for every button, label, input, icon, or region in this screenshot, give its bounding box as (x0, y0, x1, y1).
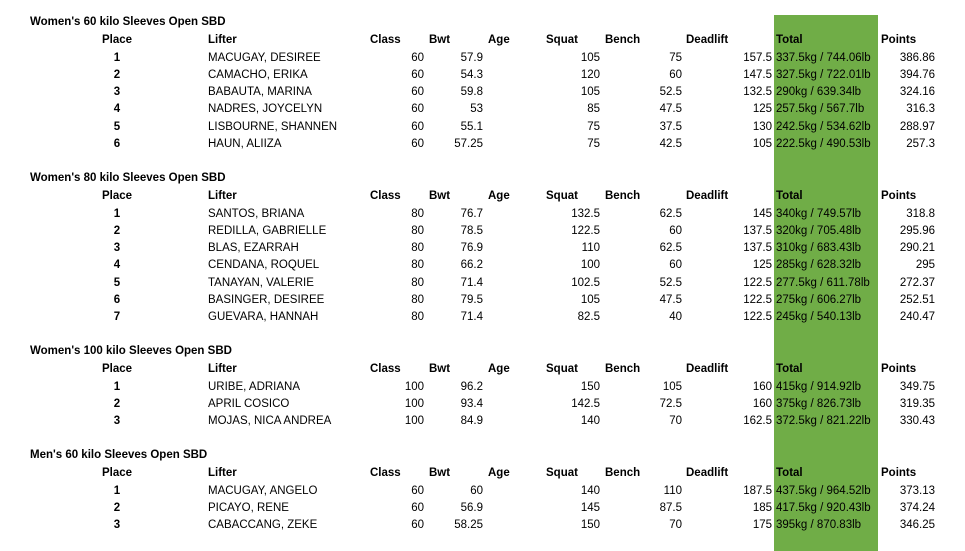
cell-deadlift: 187.5 (743, 484, 772, 497)
cell-points: 318.8 (906, 207, 935, 220)
cell-points: 240.47 (899, 311, 935, 324)
column-header-bwt: Bwt (429, 363, 451, 375)
column-header-class: Class (370, 467, 401, 479)
column-header-deadlift: Deadlift (686, 467, 729, 479)
column-header-bench: Bench (605, 467, 641, 479)
cell-points: 290.21 (899, 242, 935, 255)
cell-bench: 47.5 (659, 103, 682, 116)
cell-place: 4 (113, 103, 121, 116)
cell-place: 1 (113, 51, 121, 64)
cell-squat: 102.5 (571, 276, 600, 289)
cell-class: 60 (411, 103, 424, 116)
cell-deadlift: 105 (752, 138, 772, 150)
cell-class: 100 (404, 415, 424, 428)
cell-deadlift: 125 (752, 259, 772, 272)
cell-lifter: LISBOURNE, SHANNEN (208, 120, 338, 133)
column-header-place: Place (101, 190, 133, 202)
cell-points: 374.24 (899, 501, 935, 514)
column-header-bwt: Bwt (429, 190, 451, 202)
cell-squat: 120 (580, 68, 600, 81)
cell-bench: 75 (669, 51, 682, 64)
cell-squat: 75 (587, 138, 600, 150)
cell-lifter: SANTOS, BRIANA (208, 207, 305, 220)
cell-lifter: GUEVARA, HANNAH (208, 311, 319, 324)
cell-total: 275kg / 606.27lb (776, 294, 862, 306)
cell-bwt: 96.2 (460, 380, 483, 393)
cell-points: 295.96 (899, 224, 935, 237)
cell-deadlift: 122.5 (743, 276, 772, 289)
cell-lifter: TANAYAN, VALERIE (208, 276, 314, 289)
cell-squat: 75 (587, 120, 600, 133)
cell-squat: 122.5 (571, 224, 600, 237)
cell-deadlift: 162.5 (743, 415, 772, 428)
cell-squat: 105 (580, 51, 600, 64)
cell-squat: 150 (580, 380, 600, 393)
cell-lifter: CENDANA, ROQUEL (208, 259, 320, 272)
column-header-bwt: Bwt (429, 34, 451, 46)
cell-class: 80 (411, 259, 424, 272)
cell-total: 417.5kg / 920.43lb (776, 501, 871, 514)
cell-deadlift: 157.5 (743, 51, 772, 64)
cell-class: 60 (411, 484, 424, 497)
cell-squat: 85 (587, 103, 600, 116)
column-header-deadlift: Deadlift (686, 190, 729, 202)
cell-points: 319.35 (899, 397, 935, 410)
cell-place: 1 (113, 484, 121, 497)
cell-class: 60 (411, 86, 424, 99)
cell-lifter: PICAYO, RENE (208, 501, 289, 514)
section-title: Women's 60 kilo Sleeves Open SBD (30, 16, 226, 28)
column-header-total: Total (776, 34, 803, 46)
cell-bwt: 53 (470, 103, 483, 116)
cell-class: 80 (411, 311, 424, 324)
cell-total: 285kg / 628.32lb (776, 259, 862, 272)
cell-bwt: 84.9 (460, 415, 483, 428)
section-title: Women's 80 kilo Sleeves Open SBD (30, 172, 226, 184)
cell-place: 6 (113, 138, 121, 150)
cell-deadlift: 175 (752, 519, 772, 532)
cell-bwt: 56.9 (460, 501, 483, 514)
cell-total: 337.5kg / 744.06lb (776, 51, 871, 64)
cell-total: 222.5kg / 490.53lb (776, 138, 871, 150)
cell-bench: 52.5 (659, 86, 682, 99)
cell-bwt: 71.4 (460, 311, 483, 324)
cell-points: 324.16 (899, 86, 935, 99)
cell-total: 372.5kg / 821.22lb (776, 415, 871, 428)
cell-place: 3 (113, 86, 121, 99)
cell-bench: 72.5 (659, 397, 682, 410)
cell-place: 1 (113, 380, 121, 393)
cell-total: 290kg / 639.34lb (776, 86, 862, 99)
cell-deadlift: 145 (752, 207, 772, 220)
cell-bwt: 57.25 (454, 138, 483, 150)
cell-bench: 60 (669, 68, 682, 81)
cell-bwt: 71.4 (460, 276, 483, 289)
cell-lifter: MACUGAY, ANGELO (208, 484, 318, 497)
cell-place: 1 (113, 207, 121, 220)
cell-place: 3 (113, 415, 121, 428)
cell-place: 2 (113, 501, 121, 514)
cell-lifter: REDILLA, GABRIELLE (208, 224, 327, 237)
cell-deadlift: 185 (752, 501, 772, 514)
cell-lifter: BLAS, EZARRAH (208, 242, 299, 255)
column-header-age: Age (488, 190, 510, 202)
cell-bench: 87.5 (659, 501, 682, 514)
column-header-age: Age (488, 363, 510, 375)
cell-squat: 132.5 (571, 207, 600, 220)
column-header-points: Points (881, 467, 917, 479)
cell-points: 257.3 (906, 138, 935, 150)
cell-points: 252.51 (899, 294, 935, 306)
cell-total: 320kg / 705.48lb (776, 224, 862, 237)
cell-class: 60 (411, 68, 424, 81)
cell-deadlift: 137.5 (743, 242, 772, 255)
column-header-points: Points (881, 190, 917, 202)
column-header-total: Total (776, 467, 803, 479)
cell-total: 327.5kg / 722.01lb (776, 68, 871, 81)
column-header-squat: Squat (546, 34, 578, 46)
cell-deadlift: 122.5 (743, 311, 772, 324)
column-header-squat: Squat (546, 190, 578, 202)
cell-total: 257.5kg / 567.7lb (776, 103, 865, 116)
cell-deadlift: 125 (752, 103, 772, 116)
column-header-lifter: Lifter (208, 34, 237, 46)
cell-squat: 105 (580, 294, 600, 306)
cell-lifter: NADRES, JOYCELYN (208, 103, 323, 116)
column-header-age: Age (488, 34, 510, 46)
cell-squat: 145 (580, 501, 600, 514)
cell-bench: 70 (669, 415, 682, 428)
column-header-bwt: Bwt (429, 467, 451, 479)
cell-bench: 60 (669, 259, 682, 272)
cell-total: 375kg / 826.73lb (776, 397, 862, 410)
cell-bwt: 57.9 (460, 51, 483, 64)
cell-lifter: CAMACHO, ERIKA (208, 68, 308, 81)
cell-bwt: 55.1 (460, 120, 483, 133)
cell-class: 60 (411, 120, 424, 133)
cell-place: 3 (113, 242, 121, 255)
cell-bwt: 76.7 (460, 207, 483, 220)
cell-bench: 60 (669, 224, 682, 237)
column-header-bench: Bench (605, 34, 641, 46)
cell-bench: 62.5 (659, 207, 682, 220)
cell-bwt: 66.2 (460, 259, 483, 272)
cell-bwt: 60 (470, 484, 483, 497)
column-header-place: Place (101, 34, 133, 46)
cell-class: 80 (411, 224, 424, 237)
cell-class: 80 (411, 207, 424, 220)
cell-bench: 37.5 (659, 120, 682, 133)
section-title: Women's 100 kilo Sleeves Open SBD (30, 345, 232, 357)
cell-class: 100 (404, 397, 424, 410)
cell-bwt: 78.5 (460, 224, 483, 237)
column-header-deadlift: Deadlift (686, 363, 729, 375)
cell-place: 3 (113, 519, 121, 532)
cell-lifter: BASINGER, DESIREE (208, 294, 325, 306)
column-header-bench: Bench (605, 190, 641, 202)
cell-squat: 140 (580, 415, 600, 428)
cell-deadlift: 130 (752, 120, 772, 133)
cell-bwt: 59.8 (460, 86, 483, 99)
cell-squat: 110 (581, 242, 600, 255)
cell-bwt: 58.25 (454, 519, 483, 532)
cell-squat: 105 (580, 86, 600, 99)
column-header-total: Total (776, 190, 803, 202)
cell-points: 373.13 (899, 484, 935, 497)
cell-place: 5 (113, 276, 121, 289)
cell-deadlift: 137.5 (743, 224, 772, 237)
cell-deadlift: 122.5 (743, 294, 772, 306)
cell-points: 386.86 (899, 51, 935, 64)
cell-deadlift: 160 (752, 397, 772, 410)
cell-bench: 52.5 (659, 276, 682, 289)
cell-place: 5 (113, 120, 121, 133)
cell-deadlift: 160 (752, 380, 772, 393)
section-title: Men's 60 kilo Sleeves Open SBD (30, 449, 208, 461)
cell-total: 277.5kg / 611.78lb (776, 276, 870, 289)
cell-bench: 105 (662, 380, 682, 393)
column-header-points: Points (881, 34, 917, 46)
cell-bwt: 76.9 (460, 242, 483, 255)
cell-points: 316.3 (906, 103, 935, 116)
cell-total: 395kg / 870.83lb (776, 519, 862, 532)
cell-class: 100 (404, 380, 424, 393)
cell-points: 346.25 (899, 519, 935, 532)
cell-lifter: MOJAS, NICA ANDREA (208, 415, 332, 428)
cell-bench: 40 (669, 311, 682, 324)
column-header-lifter: Lifter (208, 363, 237, 375)
cell-place: 4 (113, 259, 121, 272)
column-header-class: Class (370, 363, 401, 375)
cell-bwt: 93.4 (460, 397, 483, 410)
cell-lifter: APRIL COSICO (208, 397, 290, 410)
cell-class: 60 (411, 501, 424, 514)
cell-bench: 110 (663, 484, 682, 497)
cell-lifter: MACUGAY, DESIREE (208, 51, 321, 64)
cell-bench: 62.5 (659, 242, 682, 255)
cell-lifter: CABACCANG, ZEKE (208, 519, 318, 532)
column-header-place: Place (101, 467, 133, 479)
column-header-age: Age (488, 467, 510, 479)
cell-squat: 140 (580, 484, 600, 497)
cell-total: 310kg / 683.43lb (776, 242, 862, 255)
column-header-lifter: Lifter (208, 467, 237, 479)
cell-total: 245kg / 540.13lb (776, 311, 862, 324)
column-header-points: Points (881, 363, 917, 375)
column-header-place: Place (101, 363, 133, 375)
cell-class: 80 (411, 242, 424, 255)
cell-squat: 150 (580, 519, 600, 532)
cell-place: 6 (113, 294, 121, 306)
column-header-class: Class (370, 190, 401, 202)
cell-points: 288.97 (899, 120, 935, 133)
cell-total: 415kg / 914.92lb (776, 380, 862, 393)
cell-points: 394.76 (899, 68, 935, 81)
cell-class: 80 (411, 276, 424, 289)
column-header-squat: Squat (546, 363, 578, 375)
cell-total: 340kg / 749.57lb (776, 207, 862, 220)
cell-bench: 47.5 (659, 294, 682, 306)
column-header-bench: Bench (605, 363, 641, 375)
cell-class: 80 (411, 294, 424, 306)
cell-squat: 142.5 (571, 397, 600, 410)
cell-deadlift: 132.5 (743, 86, 772, 99)
cell-class: 60 (411, 138, 424, 150)
cell-points: 272.37 (899, 276, 935, 289)
cell-place: 2 (113, 397, 121, 410)
cell-place: 7 (113, 311, 121, 324)
cell-total: 437.5kg / 964.52lb (776, 484, 871, 497)
cell-class: 60 (411, 519, 424, 532)
column-header-lifter: Lifter (208, 190, 237, 202)
cell-points: 330.43 (899, 415, 935, 428)
cell-bwt: 54.3 (460, 68, 483, 81)
cell-bwt: 79.5 (460, 294, 483, 306)
cell-deadlift: 147.5 (743, 68, 772, 81)
cell-place: 2 (113, 68, 121, 81)
cell-bench: 70 (669, 519, 682, 532)
cell-lifter: URIBE, ADRIANA (208, 380, 301, 393)
cell-lifter: HAUN, ALIIZA (208, 138, 282, 150)
column-header-deadlift: Deadlift (686, 34, 729, 46)
cell-squat: 82.5 (577, 311, 600, 324)
cell-class: 60 (411, 51, 424, 64)
column-header-total: Total (776, 363, 803, 375)
column-header-class: Class (370, 34, 401, 46)
cell-points: 295 (915, 259, 935, 272)
column-header-squat: Squat (546, 467, 578, 479)
cell-bench: 42.5 (659, 138, 682, 150)
cell-place: 2 (113, 224, 121, 237)
cell-lifter: BABAUTA, MARINA (208, 86, 312, 99)
cell-points: 349.75 (899, 380, 935, 393)
cell-total: 242.5kg / 534.62lb (776, 120, 871, 133)
cell-squat: 100 (580, 259, 600, 272)
